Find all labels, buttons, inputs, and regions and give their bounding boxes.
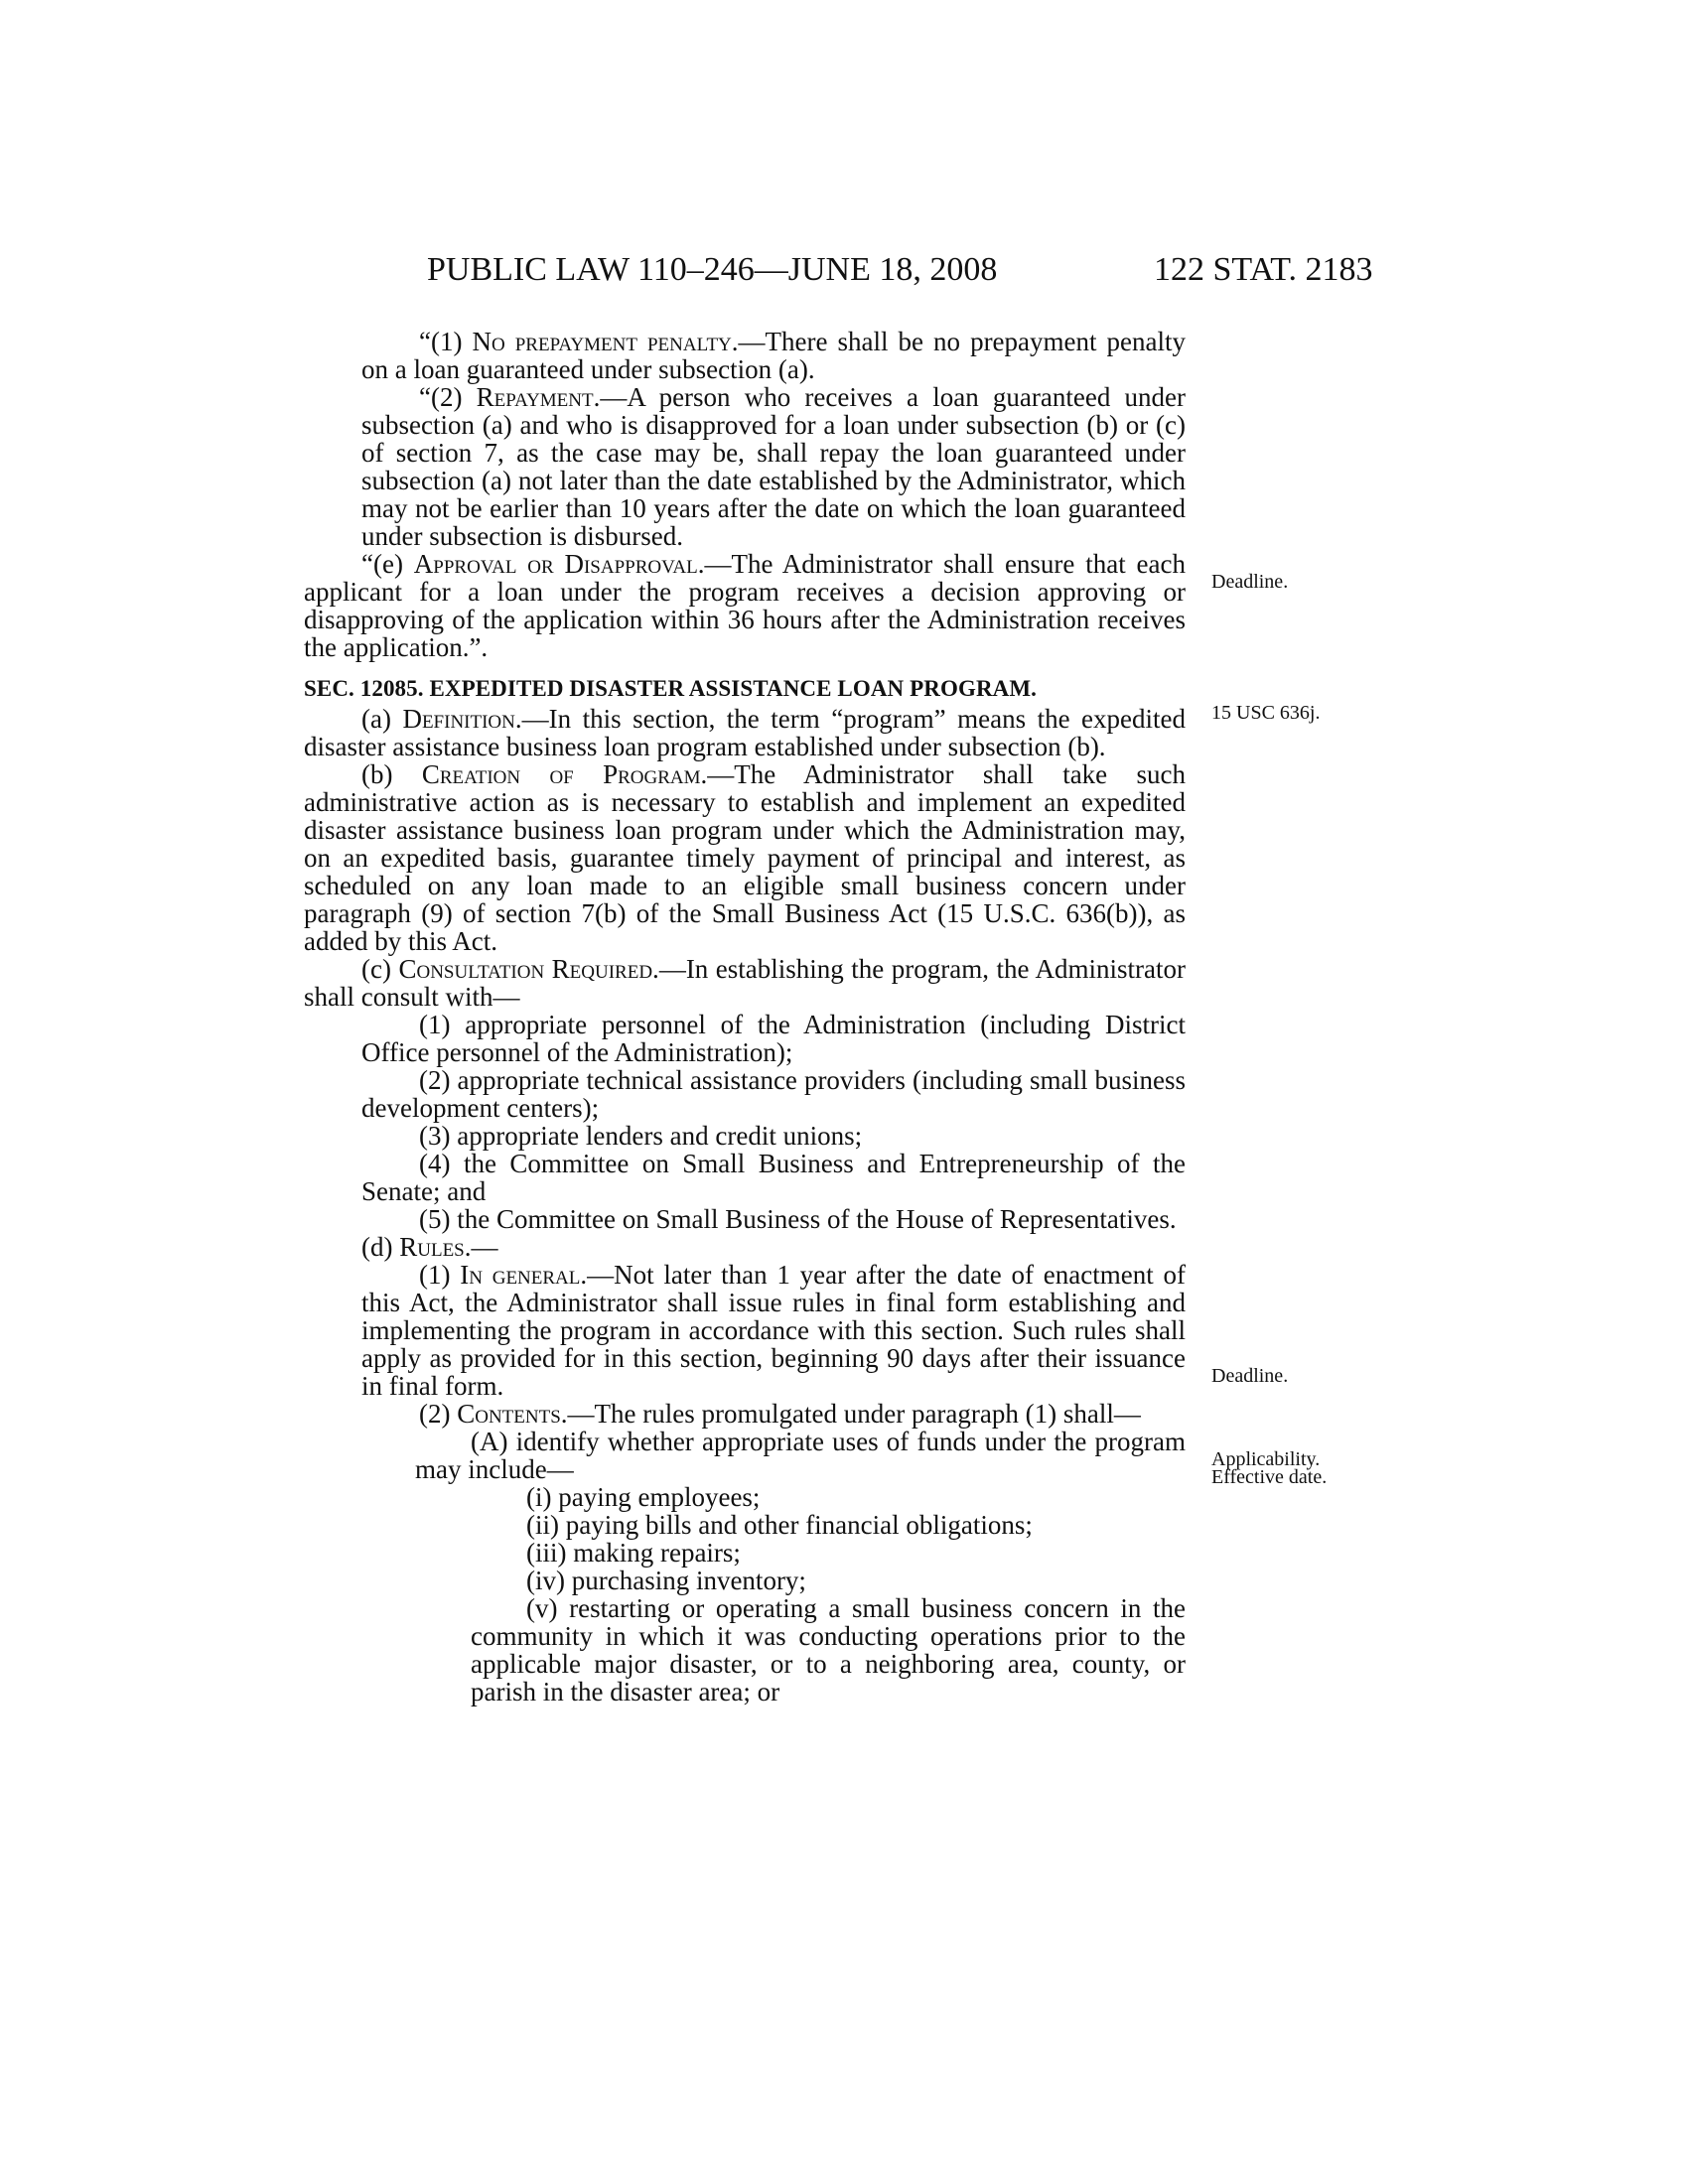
running-header-page-number: 122 STAT. 2183 — [1154, 251, 1373, 288]
clause-iv: (iv) purchasing inventory; — [526, 1566, 806, 1595]
margin-note-usc-citation: 15 USC 636j. — [1211, 702, 1321, 724]
paragraph-d1: “(1) No prepayment penalty.—There shall be no prepayment penalty on a loan guaranteed under subsection (a). — [361, 327, 1187, 384]
paragraph-d2: “(2) Repayment.—A person who receives a loan guaranteed under subsection (a) and who is disapproved for a loan under subsection (b) or (c) of section 7, as the case may be, shall repay the loan guaranteed under subsection (a) not later than the date established by the Administrator, which may not be earlier than 10 years after the date on which the loan guaranteed under subsection is disbursed. — [361, 382, 1186, 551]
statute-text — [304, 328, 1186, 1706]
paragraph-c2: (2) appropriate technical assistance providers (including small business development centers); — [361, 1065, 1186, 1123]
clause-ii: (ii) paying bills and other financial obligations; — [526, 1510, 1033, 1540]
clause-v: (v) restarting or operating a small business concern in the community in which it was conducting operations prior to the applicable major disaster, or to a neighboring area, county, or parish in the disaster area; or — [471, 1593, 1186, 1706]
paragraph-c3: (3) appropriate lenders and credit unions; — [419, 1121, 863, 1151]
running-header-title: PUBLIC LAW 110–246—JUNE 18, 2008 — [427, 251, 998, 288]
paragraph-b: (b) Creation of Program.—The Administrator shall take such administrative action as is necessary to establish and implement an expedited disaster assistance business loan program under which the Administration may, on an expedited basis, guarantee timely payment of principal and interest, as scheduled on any loan made to an eligible small business concern under paragraph (9) of section 7(b) of the Small Business Act (15 U.S.C. 636(b)), as added by this Act. — [304, 759, 1186, 956]
paragraph-a: (a) Definition.—In this section, the term “program” means the expedited disaster assistance business loan program established under subsection (b). — [304, 704, 1187, 761]
paragraph-c1: (1) appropriate personnel of the Administration (including District Office personnel of the Administration); — [361, 1010, 1186, 1067]
clause-i: (i) paying employees; — [526, 1482, 761, 1512]
paragraph-d: (d) Rules.— — [361, 1232, 498, 1262]
paragraph-d-2: (2) Contents.—The rules promulgated under paragraph (1) shall— — [419, 1399, 1141, 1429]
clause-iii: (iii) making repairs; — [526, 1538, 741, 1568]
subparagraph-A: (A) identify whether appropriate uses of funds under the program may include— — [415, 1427, 1186, 1484]
paragraph-c4: (4) the Committee on Small Business and Entrepreneurship of the Senate; and — [361, 1149, 1186, 1206]
margin-note-deadline: Deadline. — [1211, 1365, 1289, 1387]
paragraph-d-1: (1) In general.—Not later than 1 year after the date of enactment of this Act, the Administrator shall issue rules in final form establishing and implementing the program in accordance with this section. Such rules shall apply as provided for in this section, beginning 90 days after their issuance in final form. — [361, 1260, 1186, 1401]
section-heading: SEC. 12085. EXPEDITED DISASTER ASSISTANCE LOAN PROGRAM. — [304, 676, 1038, 701]
paragraph-c: (c) Consultation Required.—In establishing the program, the Administrator shall consult with— — [304, 954, 1187, 1012]
paragraph-e: “(e) Approval or Disapproval.—The Administrator shall ensure that each applicant for a loan under the program receives a decision approving or disapproving of the application within 36 hours after the Administration receives the application.”. — [304, 549, 1187, 662]
margin-note-deadline: Deadline. — [1211, 571, 1289, 593]
margin-note-applicability: Applicability. — [1211, 1448, 1321, 1470]
paragraph-c5: (5) the Committee on Small Business of the House of Representatives. — [419, 1204, 1177, 1234]
margin-note-effective-date: Effective date. — [1211, 1466, 1328, 1488]
